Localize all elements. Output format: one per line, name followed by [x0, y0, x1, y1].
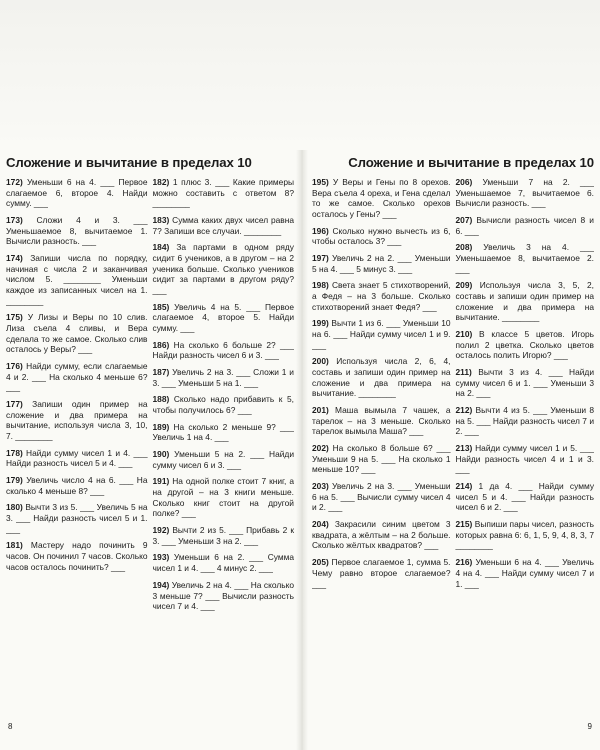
exercise-number: 188) — [152, 394, 170, 405]
exercise-text: За партами в одном ряду сидит 6 учеников, а в другом – на 2 ученика больше. Сколько учеников сидит за партами в другом ряду? ___ — [152, 242, 294, 296]
exercise-item — [153, 422, 295, 443]
exercise-text: Закрасили синим цветом 3 квадрата, а жёлтым – на 2 больше. Сколько жёлтых квадратов? ___ — [312, 519, 451, 551]
left-column-1 — [6, 177, 148, 612]
exercise-text: Первое слагаемое 1, сумма 5. Чему равно второе слагаемое? ___ — [312, 557, 451, 589]
right-column-1 — [312, 177, 451, 589]
exercise-number: 208) — [455, 242, 473, 253]
exercise-text: В классе 5 цветов. Игорь полил 2 цветка. Сколько цветов осталось полить Игорю? ___ — [455, 329, 594, 361]
exercise-number: 192) — [152, 525, 170, 536]
right-column-2 — [456, 177, 595, 589]
exercise-number: 216) — [455, 557, 473, 568]
exercise-item — [456, 557, 595, 589]
exercise-text: 1 да 4. ___ Найди сумму чисел 5 и 4. ___ Найди разность чисел 6 и 2. ___ — [455, 481, 594, 513]
exercise-item — [456, 519, 595, 551]
exercise-item — [6, 540, 148, 572]
exercise-item — [153, 242, 295, 295]
exercise-number: 199) — [312, 318, 329, 329]
exercise-text: Вычисли разность чисел 8 и 6. ___ — [455, 215, 594, 236]
exercise-number: 207) — [455, 215, 473, 226]
exercise-item — [6, 399, 148, 442]
exercise-text: Увеличь 4 на 5. ___ Первое слагаемое 4, второе 5. Найди сумму. ___ — [152, 301, 294, 334]
exercise-text: Уменьши 7 на 2. ___ Уменьшаемое 7, вычитаемое 6. Вычисли разность. ___ — [455, 177, 594, 209]
exercise-item — [153, 476, 295, 519]
exercise-item — [312, 519, 451, 551]
exercise-number: 210) — [455, 329, 473, 340]
exercise-number: 215) — [455, 519, 473, 530]
exercise-number: 176) — [6, 361, 23, 372]
exercise-text: Найди сумму, если слагаемые 4 и 2. ___ На сколько 4 меньше 6? ___ — [6, 361, 148, 393]
exercise-item — [6, 253, 148, 306]
exercise-item — [153, 552, 295, 573]
exercise-item — [6, 502, 148, 534]
exercise-number: 185) — [152, 301, 170, 312]
exercise-item — [456, 215, 595, 236]
exercise-number: 175) — [6, 312, 23, 323]
exercise-number: 211) — [455, 367, 472, 378]
exercise-item — [456, 177, 595, 209]
exercise-item — [456, 329, 595, 361]
exercise-number: 194) — [152, 579, 170, 590]
exercise-item — [312, 405, 451, 437]
exercise-item — [153, 394, 295, 415]
exercise-item — [6, 361, 148, 393]
exercise-item — [456, 280, 595, 323]
exercise-text: Найди сумму чисел 1 и 4. ___ Найди разность чисел 5 и 4. ___ — [6, 447, 148, 469]
exercise-item — [312, 177, 451, 220]
exercise-item — [6, 475, 148, 496]
exercise-item — [153, 215, 295, 236]
exercise-item — [312, 253, 451, 274]
exercise-text: Используя числа 2, 6, 4, составь и запиши один пример на сложение и два примера на вычитание. ________ — [312, 356, 451, 399]
exercise-number: 212) — [455, 405, 473, 416]
exercise-text: Вычти 1 из 6. ___ Уменьши 10 на 6. ___ Найди сумму чисел 1 и 9. ___ — [312, 318, 451, 350]
exercise-item — [153, 525, 295, 546]
exercise-text: Уменьши 6 на 4. ___ Первое слагаемое 6, второе 4. Найди сумму. ___ — [6, 177, 148, 209]
exercise-text: Уменьши 6 на 2. ___ Сумма чисел 1 и 4. ___ 4 минус 2. ___ — [152, 552, 294, 574]
exercise-item — [456, 443, 595, 475]
exercise-text: Увеличь 2 на 3. ___ Сложи 1 и 3. ___ Уменьши 5 на 1. ___ — [152, 367, 294, 388]
exercise-text: Сколько надо прибавить к 5, чтобы получилось 6? ___ — [152, 394, 294, 416]
exercise-number: 179) — [6, 475, 23, 486]
exercise-text: Увеличь 3 на 4. ___ Уменьшаемое 8, вычитаемое 2. ___ — [455, 242, 594, 274]
exercise-text: Увеличь 2 на 4. ___ На сколько 3 меньше 7? ___ Вычисли разность чисел 7 и 4. ___ — [152, 579, 294, 612]
exercise-number: 193) — [152, 552, 170, 563]
exercise-text: Вычти 2 из 5. ___ Прибавь 2 к 3. ___ Уменьши 3 на 2. ___ — [152, 525, 294, 546]
exercise-number: 203) — [312, 481, 329, 492]
exercise-item — [6, 312, 148, 355]
exercise-item — [312, 356, 451, 399]
exercise-number: 180) — [6, 502, 23, 513]
exercise-number: 183) — [152, 215, 170, 226]
exercise-text: На сколько 2 меньше 9? ___ Увеличь 1 на 4. ___ — [152, 421, 294, 443]
exercise-text: Сумма каких двух чисел равна 7? Запиши все случаи. ________ — [152, 215, 294, 236]
exercise-text: На сколько 8 больше 6? ___ Уменьши 9 на 5. ___ На сколько 1 меньше 10? ___ — [312, 443, 451, 475]
background-page-edge — [0, 0, 600, 150]
exercise-item — [312, 557, 451, 589]
exercise-item — [312, 226, 451, 247]
exercise-number: 182) — [152, 177, 170, 187]
exercise-number: 191) — [152, 476, 170, 487]
exercise-text: Маша вымыла 7 чашек, а тарелок – на 3 меньше. Сколько тарелок вымыла Маша? ___ — [312, 405, 451, 437]
exercise-number: 189) — [152, 421, 170, 432]
exercise-text: Света знает 5 стихотворений, а Федя – на 3 больше. Сколько стихотворений знает Федя? ___ — [312, 280, 451, 312]
right-page-title: Сложение и вычитание в пределах 10 — [348, 155, 594, 170]
left-page-title: Сложение и вычитание в пределах 10 — [6, 155, 252, 170]
exercise-item — [312, 481, 451, 513]
exercise-item — [153, 367, 295, 388]
exercise-text: Мастеру надо починить 9 часов. Он починил 7 часов. Сколько часов осталось починить? ___ — [6, 540, 148, 572]
exercise-number: 206) — [455, 177, 473, 187]
exercise-item — [312, 280, 451, 312]
exercise-text: У Лизы и Веры по 10 слив. Лиза съела 4 сливы, и Вера сделала то же самое. Сколько слив осталось у Веры? ___ — [6, 312, 148, 355]
exercise-number: 190) — [152, 449, 170, 460]
exercise-number: 186) — [152, 339, 170, 350]
exercise-item — [153, 177, 295, 209]
exercise-number: 174) — [6, 253, 23, 264]
exercise-text: Сколько нужно вычесть из 6, чтобы осталось 3? ___ — [312, 225, 451, 247]
exercise-item — [312, 443, 451, 475]
exercise-number: 173) — [6, 215, 23, 226]
exercise-number: 205) — [312, 557, 329, 568]
exercise-item — [456, 242, 595, 274]
exercise-item — [153, 449, 295, 470]
exercise-text: Вычти 4 из 5. ___ Уменьши 8 на 5. ___ Найди разность чисел 7 и 2. ___ — [455, 405, 594, 437]
exercise-text: Вычти 3 из 5. ___ Увеличь 5 на 3. ___ Найди разность чисел 5 и 1. ___ — [6, 502, 148, 534]
exercise-text: На сколько 6 больше 2? ___ Найди разность чисел 6 и 3. ___ — [152, 339, 294, 361]
exercise-number: 213) — [455, 443, 473, 454]
left-page-number: 8 — [8, 722, 13, 731]
exercise-number: 184) — [152, 242, 170, 253]
exercise-text: Увеличь 2 на 3. ___ Уменьши 6 на 5. ___ Вычисли сумму чисел 4 и 2. ___ — [312, 481, 451, 513]
exercise-number: 204) — [312, 519, 329, 530]
exercise-number: 196) — [312, 225, 329, 236]
exercise-number: 187) — [152, 367, 170, 378]
exercise-text: Используя числа 3, 5, 2, составь и запиши один пример на сложение и два примера на вычитание. ________ — [455, 280, 594, 323]
exercise-item — [153, 580, 295, 612]
exercise-item — [153, 302, 295, 334]
exercise-number: 177) — [6, 399, 23, 410]
exercise-text: Вычти 3 из 4. ___ Найди сумму чисел 6 и 1. ___ Уменьши 3 на 2. ___ — [455, 367, 594, 399]
exercise-item — [153, 340, 295, 361]
exercise-number: 178) — [6, 447, 23, 458]
exercise-text: 1 плюс 3. ___ Какие примеры можно составить с ответом 8? ________ — [152, 177, 294, 209]
exercise-number: 197) — [312, 253, 329, 264]
exercise-text: Увеличь число 4 на 6. ___ На сколько 4 меньше 8? ___ — [6, 475, 148, 496]
exercise-text: Увеличь 2 на 2. ___ Уменьши 5 на 4. ___ 5 минус 3. ___ — [312, 253, 451, 274]
right-page-number: 9 — [587, 722, 592, 731]
exercise-text: У Веры и Гены по 8 орехов. Вера съела 4 ореха, и Гена сделал то же самое. Сколько орехов осталось у Гены? ___ — [312, 177, 451, 220]
exercise-text: На одной полке стоит 7 книг, а на другой – на 3 книги меньше. Сколько книг стоит на другой полке? ___ — [152, 476, 294, 519]
exercise-text: Уменьши 5 на 2. ___ Найди сумму чисел 6 и 3. ___ — [152, 449, 294, 470]
exercise-number: 200) — [312, 356, 329, 367]
exercise-number: 201) — [312, 405, 329, 416]
exercise-item — [6, 177, 148, 209]
exercise-text: Найди сумму чисел 1 и 5. ___ Найди разность чисел 4 и 1 и 3. ___ — [455, 443, 594, 475]
book-spine — [296, 150, 308, 750]
exercise-number: 214) — [455, 481, 473, 492]
exercise-text: Запиши один пример на сложение и два примера на вычитание, используя числа 3, 10, 7. ________ — [6, 399, 148, 442]
exercise-number: 195) — [312, 177, 329, 187]
exercise-item — [312, 318, 451, 350]
right-page — [312, 155, 594, 735]
exercise-item — [456, 481, 595, 513]
exercise-number: 198) — [312, 280, 329, 291]
exercise-text: Выпиши пары чисел, разность которых равна 6: 6, 1, 5, 9, 4, 8, 3, 7 ________ — [455, 519, 594, 551]
exercise-text: Уменьши 6 на 4. ___ Увеличь 4 на 4. ___ Найди сумму чисел 7 и 1. ___ — [455, 557, 594, 589]
exercise-text: Запиши числа по порядку, начиная с числа 2 и заканчивая числом 5. ________ Уменьши каждое из записанных чисел на 1. ________ — [6, 253, 148, 306]
exercise-number: 209) — [455, 280, 473, 291]
exercise-item — [6, 448, 148, 469]
left-column-2 — [153, 177, 295, 612]
exercise-text: Сложи 4 и 3. ___ Уменьшаемое 8, вычитаемое 1. Вычисли разность. ___ — [6, 215, 148, 247]
exercise-number: 202) — [312, 443, 329, 454]
exercise-number: 181) — [6, 540, 23, 551]
exercise-item — [456, 405, 595, 437]
exercise-number: 172) — [6, 177, 23, 187]
exercise-item — [456, 367, 595, 399]
left-page — [6, 155, 294, 735]
exercise-item — [6, 215, 148, 247]
